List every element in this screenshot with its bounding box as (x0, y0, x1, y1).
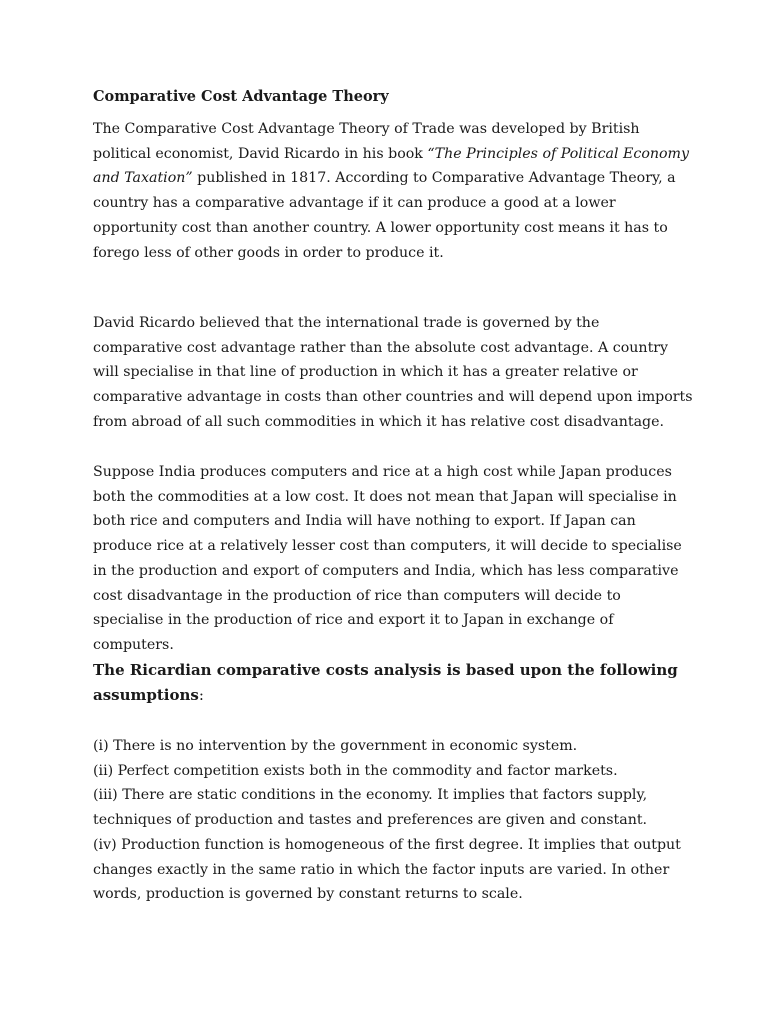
list-item: (iii) There are static conditions in the economy. It implies that factors supply, techniques of production and tastes and preferences are given and constant. (93, 787, 648, 829)
assumptions-heading-text: The Ricardian comparative costs analysis is based upon the following assumptions (93, 661, 678, 704)
intro-text-start: The Comparative Cost Advantage Theory of Trade was developed by British political economist, David Ricardo in his book (93, 121, 640, 162)
paragraph-intro (93, 117, 693, 265)
assumptions-heading (93, 658, 693, 707)
list-item: (i) There is no intervention by the government in economic system. (93, 738, 578, 754)
assumptions-heading-colon: : (198, 685, 204, 704)
paragraph-india-japan-example: Suppose India produces computers and rice at a high cost while Japan produces both the commodities at a low cost. It does not mean that Japan will specialise in both rice and computers and India will have nothing to export. If Japan can produce rice at a relatively lesser cost than computers, it will decide to specialise in the production and export of computers and India, which has less comparative cost disadvantage in the production of rice than computers will decide to specialise in the production of rice and export it to Japan in exchange of computers. (93, 464, 682, 653)
list-item: (ii) Perfect competition exists both in the commodity and factor markets. (93, 762, 618, 779)
book-title: “The Principles of Political Economy and Taxation” (93, 145, 690, 187)
assumptions-list (93, 734, 693, 907)
document-title: Comparative Cost Advantage Theory (93, 88, 389, 105)
paragraph-ricardo-belief: David Ricardo believed that the international trade is governed by the comparative cost advantage rather than the absolute cost advantage. A country will specialise in that line of production in which it has a greater relative or comparative advantage in costs than other countries and will depend upon imports from abroad of all such commodities in which it has relative cost disadvantage. (93, 315, 693, 430)
list-item: (iv) Production function is homogeneous of the first degree. It implies that output changes exactly in the same ratio in which the factor inputs are varied. In other words, production is governed by constant returns to scale. (93, 836, 681, 903)
intro-text-end: published in 1817. According to Comparative Advantage Theory, a country has a comparative advantage if it can produce a good at a lower opportunity cost than another country. A lower opportunity cost means it has to forego less of other goods in order to produce it. (93, 170, 676, 261)
